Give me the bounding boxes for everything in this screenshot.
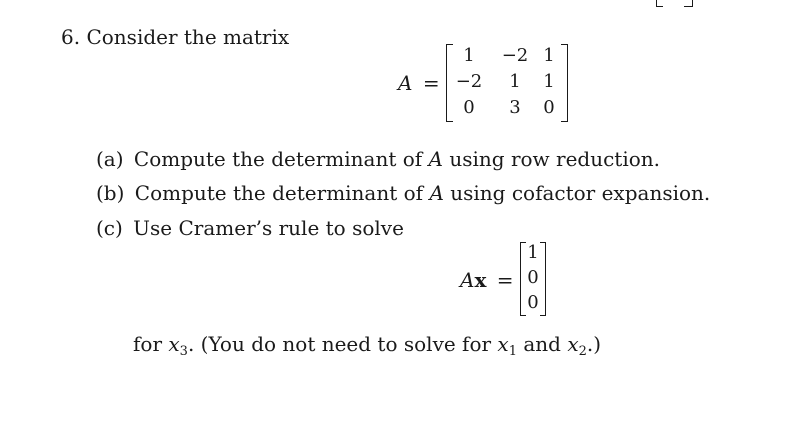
matrix-cell: 1 [543, 45, 555, 66]
matrix-cell: 0 [543, 97, 555, 118]
equation-equals: = [496, 268, 514, 292]
part-text-after: using cofactor expansion. [450, 181, 711, 205]
matrix-right-bracket [561, 44, 568, 122]
matrix-cell: 1 [509, 71, 521, 92]
footer-subscript: 1 [508, 344, 517, 359]
vector-cell: 0 [527, 292, 539, 313]
footer-subscript: 2 [578, 344, 587, 359]
matrix-cell: 1 [463, 45, 475, 66]
matrix-cell: 0 [463, 97, 475, 118]
problem-number: 6. [61, 25, 81, 49]
matrix-cell: 3 [509, 97, 521, 118]
equation-vector-var: x [474, 268, 487, 292]
footer-variable: x [567, 332, 579, 356]
part-text-before: Compute the determinant of [133, 147, 423, 171]
page-corner-mark-right [684, 0, 693, 7]
footer-variable: x [497, 332, 509, 356]
footer-subscript: 3 [179, 344, 188, 359]
part-text-after: using row reduction. [449, 147, 661, 171]
equation-lhs [460, 268, 514, 292]
problem-intro: Consider the matrix [86, 25, 290, 49]
footer-text: and [523, 332, 561, 356]
part-text: Use Cramer’s rule to solve [133, 216, 404, 240]
part-a [96, 147, 660, 171]
part-c [96, 216, 404, 240]
vector-cell: 0 [527, 267, 539, 288]
footer-text: .) [586, 332, 602, 356]
matrix-name: A [398, 71, 413, 95]
part-b [96, 181, 710, 205]
matrix-a [446, 44, 568, 122]
part-label: (a) [96, 147, 124, 171]
vector-cell: 1 [527, 242, 539, 263]
matrix-cell: 1 [543, 71, 555, 92]
part-label: (b) [96, 181, 125, 205]
part-text-before: Compute the determinant of [134, 181, 424, 205]
problem-heading [61, 25, 289, 49]
rhs-vector [520, 242, 546, 316]
matrix-cell: −2 [501, 45, 529, 66]
footer-text: . (You do not need to solve for [187, 332, 492, 356]
equation-matrix-var: A [460, 268, 475, 292]
page-corner-mark-left [656, 0, 663, 7]
part-label: (c) [96, 216, 123, 240]
footer-variable: x [168, 332, 180, 356]
matrix-equals: = [422, 71, 440, 95]
part-variable: A [428, 147, 443, 171]
footer-line [133, 332, 601, 364]
matrix-label [398, 71, 440, 95]
part-variable: A [429, 181, 444, 205]
matrix-cell: −2 [455, 71, 483, 92]
footer-text: for [133, 332, 163, 356]
